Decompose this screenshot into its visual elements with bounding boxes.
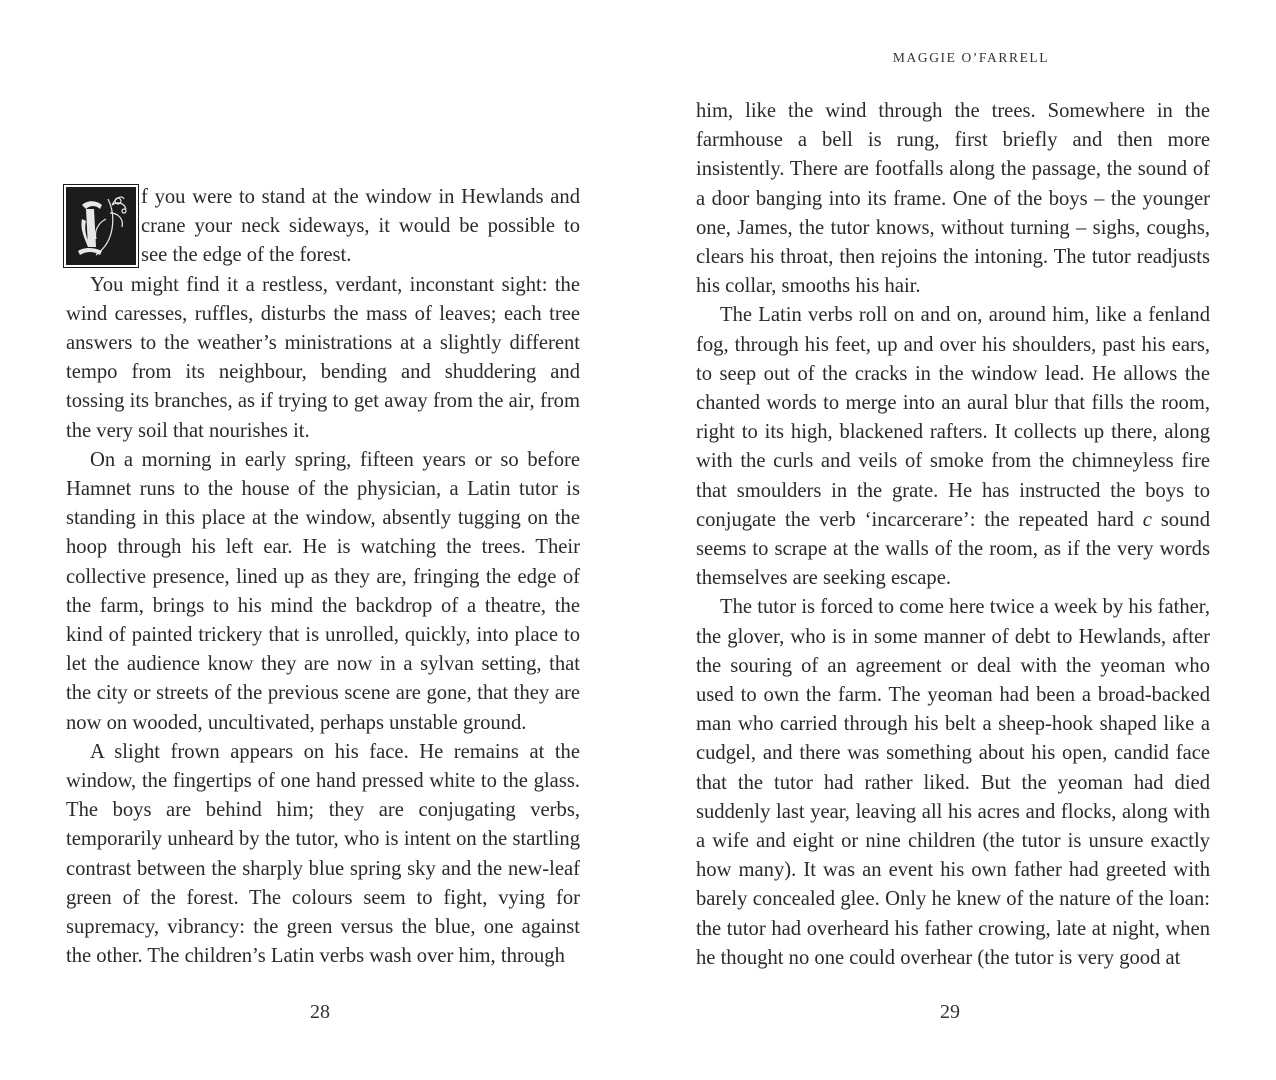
right-page [638, 0, 1276, 1080]
paragraph: The Latin verbs roll on and on, around him, like a fenland fog, through his feet, up and over his shoulders, past his ears, to seep out of the cracks in the window lead. He allows the chanted words to merge into an aural blur that fills the room, right to its high, blackened rafters. It collects up there, along with the curls and veils of smoke from the chimneyless fire that smoulders in the grate. He has instructed the boys to conjugate the verb ‘incarcerare’: the repeated hard c sound seems to scrape at the walls of the room, as if the very words themselves are seeking escape. [696, 304, 1210, 590]
paragraph-continued: him, like the wind through the trees. Somewhere in the farmhouse a bell is rung, first briefly and then more insistently. There are footfalls along the passage, the sound of a door banging into its frame. One of the boys – the younger one, James, the tutor knows, without turning – sighs, coughs, clears his throat, then rejoins the intoning. The tutor readjusts his collar, smooths his hair. [696, 100, 1210, 298]
left-page-text [66, 183, 580, 971]
page-number-left: 28 [310, 1001, 330, 1023]
paragraph: The tutor is forced to come here twice a week by his father, the glover, who is in some manner of debt to Hewlands, after the souring of an agreement or deal with the yeoman who used to own the farm. The yeoman had been a broad-backed man who carried through his belt a sheep-hook shaped like a cudgel, and there was something about his open, candid face that the tutor had rather liked. But the yeoman had died suddenly last year, leaving all his acres and flocks, along with a wife and eight or nine children (the tutor is unsure exactly how many). It was an event his own father had greeted with barely concealed glee. Only he knew of the nature of the loan: the tutor had overheard his father crowing, late at night, when he thought no one could overhear (the tutor is very good at [696, 596, 1210, 969]
paragraph-opening [66, 183, 580, 271]
paragraph: You might find it a restless, verdant, inconstant sight: the wind caresses, ruffles, disturbs the mass of leaves; each tree answers to the weather’s ministrations at a slightly different tempo from its neighbour, bending and shuddering and tossing its branches, as if trying to get away from the air, from the very soil that nourishes it. [66, 273, 580, 442]
paragraph-text: f you were to stand at the window in Hewlands and crane your neck sideways, it would be possible to see the edge of the forest. [141, 186, 580, 267]
italic-letter: c [1142, 508, 1152, 531]
right-page-text [696, 97, 1210, 973]
paragraph: On a morning in early spring, fifteen years or so before Hamnet runs to the house of the physician, a Latin tutor is standing in this place at the window, absently tugging on the hoop through his left ear. He is watching the trees. Their collective presence, lined up as they are, fringing the edge of the farm, brings to his mind the backdrop of a theatre, the kind of painted trickery that is unrolled, quickly, into place to let the audience know they are now in a sylvan setting, that the city or streets of the previous scene are gone, that they are now on wooded, uncultivated, perhaps unstable ground. [66, 448, 580, 734]
running-head-author: MAGGIE O’FARRELL [892, 50, 1050, 65]
paragraph: A slight frown appears on his face. He remains at the window, the fingertips of one hand pressed white to the glass. The boys are behind him; they are conjugating verbs, temporarily unheard by the tutor, who is intent on the startling contrast between the sharply blue spring sky and the new-leaf green of the forest. The colours seem to fight, vying for supremacy, vibrancy: the green versus the blue, one against the other. The children’s Latin verbs wash over him, through [66, 740, 580, 968]
ornamental-dropcap-i [66, 187, 136, 265]
page-number-right: 29 [940, 1001, 960, 1023]
